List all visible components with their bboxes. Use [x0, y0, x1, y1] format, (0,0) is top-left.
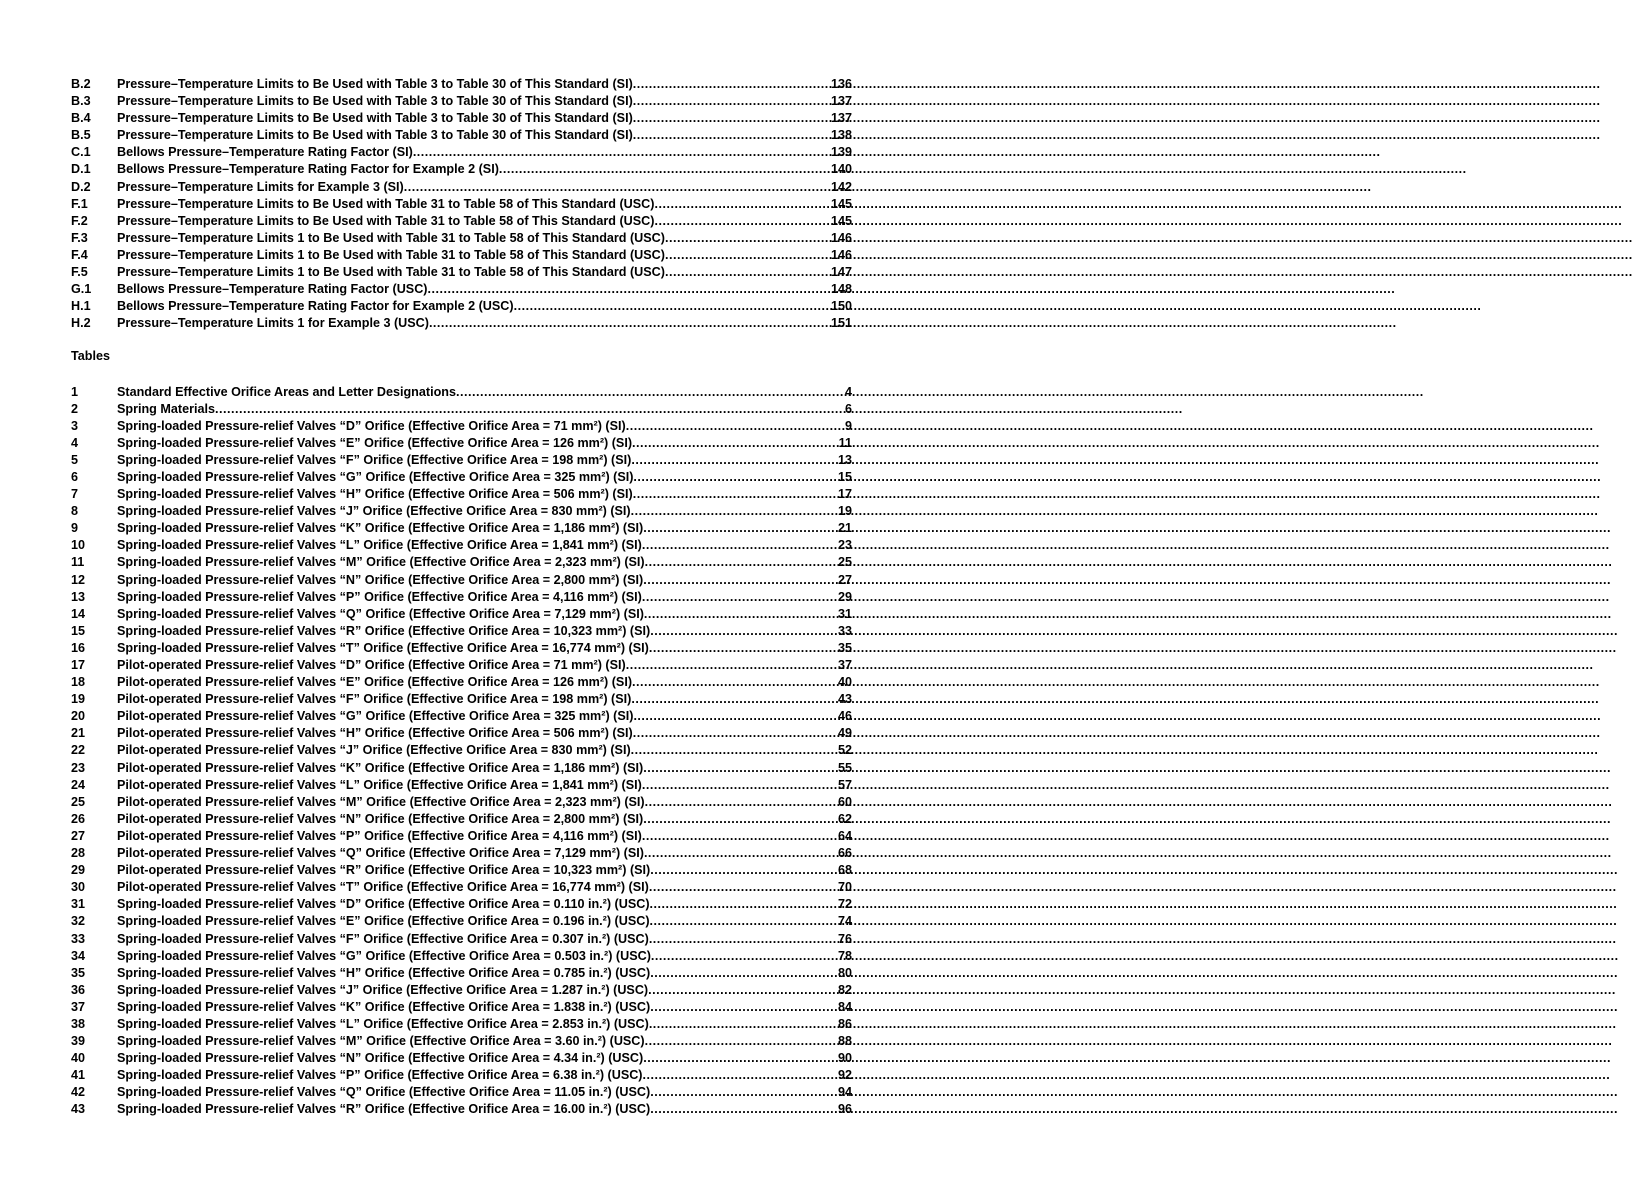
- entry-number: 31: [71, 897, 86, 912]
- entry-number: 9: [71, 521, 79, 536]
- dot-leader: [665, 247, 831, 264]
- dot-leader: [654, 213, 831, 230]
- dot-leader: [649, 1016, 838, 1033]
- entry-page-number: 57: [837, 777, 852, 792]
- entry-page-number: 76: [837, 931, 852, 946]
- entry-number: B.3: [71, 94, 91, 109]
- entry-number: 15: [71, 623, 86, 638]
- entry-title: Spring-loaded Pressure-relief Valves “N” Orifice (Effective Orifice Area = 2,800 mm²) (SI): [117, 572, 644, 587]
- entry-page-number: 21: [837, 521, 852, 536]
- entry-title: Pilot-operated Pressure-relief Valves “R” Orifice (Effective Orifice Area = 10,323 mm²) (SI): [117, 863, 651, 878]
- entry-title: Pressure–Temperature Limits to Be Used with Table 31 to Table 58 of This Standard (USC): [117, 213, 655, 228]
- entry-page-number: 46: [837, 709, 852, 724]
- entry-page-number: 13: [837, 452, 852, 467]
- dot-leader: [643, 572, 838, 589]
- dot-leader: [650, 965, 838, 982]
- figures-list: [71, 76, 852, 332]
- toc-entry[interactable]: [71, 999, 852, 1016]
- toc-entry[interactable]: [71, 742, 852, 759]
- entry-title: Pressure–Temperature Limits to Be Used with Table 31 to Table 58 of This Standard (USC): [117, 196, 655, 211]
- toc-entry[interactable]: [71, 879, 852, 896]
- entry-title: Pilot-operated Pressure-relief Valves “D” Orifice (Effective Orifice Area = 71 mm²) (SI): [117, 658, 626, 672]
- entry-number: 16: [71, 640, 86, 655]
- toc-entry[interactable]: [71, 572, 852, 589]
- entry-page-number: 78: [837, 948, 852, 963]
- dot-leader: [633, 127, 831, 144]
- entry-page-number: 64: [837, 828, 852, 843]
- dot-leader: [633, 110, 831, 127]
- dot-leader: [642, 537, 838, 554]
- toc-entry[interactable]: [71, 777, 852, 794]
- toc-entry[interactable]: [71, 657, 852, 674]
- dot-leader: [643, 811, 838, 828]
- dot-leader: [456, 384, 845, 401]
- toc-entry[interactable]: [71, 589, 852, 606]
- entry-number: 34: [71, 948, 86, 963]
- tables-heading: Tables: [71, 349, 110, 364]
- dot-leader: [632, 674, 838, 691]
- dot-leader: [651, 948, 838, 965]
- entry-title: Bellows Pressure–Temperature Rating Factor (SI): [117, 145, 413, 160]
- entry-title: Pressure–Temperature Limits to Be Used with Table 3 to Table 30 of This Standard (SI): [117, 94, 633, 109]
- entry-page-number: 11: [838, 435, 852, 450]
- entry-title: Spring-loaded Pressure-relief Valves “M” Orifice (Effective Orifice Area = 2,323 mm²) (SI): [117, 555, 645, 570]
- toc-entry[interactable]: [71, 1101, 852, 1118]
- toc-entry[interactable]: [71, 503, 852, 520]
- entry-page-number: 146: [830, 247, 852, 262]
- dot-leader: [404, 179, 831, 196]
- entry-page-number: 25: [837, 555, 852, 570]
- entry-title: Pressure–Temperature Limits 1 to Be Used with Table 31 to Table 58 of This Standard (USC): [117, 247, 665, 262]
- entry-number: 8: [71, 504, 79, 519]
- toc-entry[interactable]: [71, 298, 852, 315]
- entry-page-number: 80: [837, 965, 852, 980]
- entry-number: 33: [71, 931, 86, 946]
- entry-title: Pilot-operated Pressure-relief Valves “M” Orifice (Effective Orifice Area = 2,323 mm²) (SI): [117, 794, 645, 809]
- entry-number: 10: [71, 538, 86, 553]
- entry-number: 24: [71, 777, 86, 792]
- entry-number: 35: [71, 965, 86, 980]
- entry-number: 39: [71, 1034, 86, 1049]
- toc-entry[interactable]: [71, 982, 852, 999]
- entry-title: Spring-loaded Pressure-relief Valves “P” Orifice (Effective Orifice Area = 6.38 in.²) (USC): [117, 1068, 643, 1083]
- toc-entry[interactable]: [71, 896, 852, 913]
- entry-number: 4: [71, 435, 79, 450]
- toc-entry[interactable]: [71, 418, 852, 435]
- entry-page-number: 82: [837, 982, 852, 997]
- entry-page-number: 31: [837, 606, 852, 621]
- entry-title: Bellows Pressure–Temperature Rating Factor for Example 2 (SI): [117, 162, 499, 177]
- entry-page-number: 6: [844, 401, 852, 416]
- entry-number: 20: [71, 709, 86, 724]
- toc-entry[interactable]: [71, 127, 852, 144]
- entry-page-number: 49: [837, 726, 852, 741]
- toc-entry[interactable]: [71, 708, 852, 725]
- entry-page-number: 35: [837, 640, 852, 655]
- toc-page: [71, 76, 852, 1119]
- entry-page-number: 139: [830, 145, 852, 160]
- entry-page-number: 66: [837, 846, 852, 861]
- entry-number: 3: [71, 418, 79, 433]
- dot-leader: [428, 281, 831, 298]
- entry-number: 29: [71, 863, 86, 878]
- entry-number: 21: [71, 726, 86, 741]
- toc-entry[interactable]: [71, 213, 852, 230]
- entry-number: 40: [71, 1051, 86, 1066]
- entry-page-number: 137: [830, 111, 852, 126]
- entry-title: Bellows Pressure–Temperature Rating Factor (USC): [117, 282, 428, 297]
- dot-leader: [650, 913, 838, 930]
- entry-title: Spring-loaded Pressure-relief Valves “M” Orifice (Effective Orifice Area = 3.60 in.²) (USC): [117, 1034, 645, 1049]
- toc-entry[interactable]: [71, 1067, 852, 1084]
- entry-number: 32: [71, 914, 86, 929]
- entry-page-number: 15: [837, 469, 852, 484]
- entry-number: 13: [71, 589, 86, 604]
- entry-number: D.2: [71, 179, 91, 194]
- entry-page-number: 88: [837, 1034, 852, 1049]
- entry-title: Pilot-operated Pressure-relief Valves “L” Orifice (Effective Orifice Area = 1,841 mm²) (SI): [117, 777, 642, 792]
- dot-leader: [650, 896, 838, 913]
- entry-number: 37: [71, 999, 86, 1014]
- toc-entry[interactable]: [71, 452, 852, 469]
- dot-leader: [645, 554, 838, 571]
- dot-leader: [650, 1084, 838, 1101]
- entry-title: Spring-loaded Pressure-relief Valves “R” Orifice (Effective Orifice Area = 16.00 in.²) (USC): [117, 1102, 651, 1117]
- dot-leader: [642, 589, 838, 606]
- entry-page-number: 147: [830, 265, 852, 280]
- entry-title: Pilot-operated Pressure-relief Valves “G” Orifice (Effective Orifice Area = 325 mm²) (SI): [117, 709, 634, 724]
- entry-title: Spring-loaded Pressure-relief Valves “H” Orifice (Effective Orifice Area = 0.785 in.²) (USC): [117, 965, 651, 980]
- entry-page-number: 70: [837, 880, 852, 895]
- toc-entry[interactable]: [71, 179, 852, 196]
- entry-page-number: 37: [837, 658, 852, 672]
- entry-page-number: 86: [837, 1016, 852, 1031]
- entry-title: Spring-loaded Pressure-relief Valves “E” Orifice (Effective Orifice Area = 126 mm²) (SI): [117, 435, 633, 450]
- toc-entry[interactable]: [71, 384, 852, 401]
- entry-number: B.4: [71, 111, 91, 126]
- dot-leader: [645, 794, 838, 811]
- entry-title: Spring-loaded Pressure-relief Valves “N” Orifice (Effective Orifice Area = 4.34 in.²) (USC): [117, 1051, 644, 1066]
- entry-page-number: 40: [837, 675, 852, 690]
- dot-leader: [650, 862, 838, 879]
- dot-leader: [643, 520, 838, 537]
- toc-entry[interactable]: [71, 623, 852, 640]
- entry-number: 30: [71, 880, 86, 895]
- entry-number: 42: [71, 1085, 86, 1100]
- dot-leader: [644, 845, 838, 862]
- entry-title: Spring-loaded Pressure-relief Valves “E” Orifice (Effective Orifice Area = 0.196 in.²) (USC): [117, 914, 650, 929]
- entry-page-number: 94: [837, 1085, 852, 1100]
- toc-entry[interactable]: [71, 469, 852, 486]
- entry-title: Pilot-operated Pressure-relief Valves “E” Orifice (Effective Orifice Area = 126 mm²) (SI): [117, 675, 633, 690]
- entry-number: H.1: [71, 299, 91, 314]
- toc-entry[interactable]: [71, 537, 852, 554]
- entry-number: F.2: [71, 213, 88, 228]
- entry-title: Spring-loaded Pressure-relief Valves “H” Orifice (Effective Orifice Area = 506 mm²) (SI): [117, 487, 633, 502]
- dot-leader: [665, 264, 831, 281]
- toc-entry[interactable]: [71, 1050, 852, 1067]
- dot-leader: [650, 999, 838, 1016]
- dot-leader: [632, 435, 839, 452]
- dot-leader: [499, 161, 831, 178]
- entry-title: Pressure–Temperature Limits to Be Used with Table 3 to Table 30 of This Standard (SI): [117, 77, 633, 91]
- entry-page-number: 146: [830, 230, 852, 245]
- entry-page-number: 9: [844, 418, 852, 433]
- dot-leader: [654, 196, 831, 213]
- entry-number: 26: [71, 811, 86, 826]
- entry-page-number: 148: [830, 282, 852, 297]
- entry-title: Spring-loaded Pressure-relief Valves “G” Orifice (Effective Orifice Area = 325 mm²) (SI): [117, 469, 634, 484]
- entry-page-number: 72: [837, 897, 852, 912]
- entry-number: F.5: [71, 265, 88, 280]
- entry-page-number: 17: [837, 487, 852, 502]
- entry-number: 2: [71, 401, 79, 416]
- entry-title: Spring-loaded Pressure-relief Valves “D” Orifice (Effective Orifice Area = 71 mm²) (SI): [117, 418, 626, 433]
- entry-page-number: 55: [837, 760, 852, 775]
- entry-title: Spring-loaded Pressure-relief Valves “P” Orifice (Effective Orifice Area = 4,116 mm²) (SI): [117, 589, 642, 604]
- toc-entry[interactable]: [71, 435, 852, 452]
- entry-number: 25: [71, 794, 86, 809]
- entry-title: Spring-loaded Pressure-relief Valves “J” Orifice (Effective Orifice Area = 830 mm²) (SI): [117, 504, 631, 519]
- dot-leader: [633, 708, 838, 725]
- toc-entry[interactable]: [71, 110, 852, 127]
- entry-title: Pilot-operated Pressure-relief Valves “T” Orifice (Effective Orifice Area = 16,774 mm²) (SI): [117, 880, 649, 895]
- dot-leader: [633, 93, 831, 110]
- toc-entry[interactable]: [71, 794, 852, 811]
- entry-title: Spring-loaded Pressure-relief Valves “G” Orifice (Effective Orifice Area = 0.503 in.²) (USC): [117, 948, 651, 963]
- toc-entry[interactable]: [71, 862, 852, 879]
- toc-entry[interactable]: [71, 281, 852, 298]
- entry-page-number: 84: [837, 999, 852, 1014]
- dot-leader: [631, 691, 838, 708]
- dot-leader: [413, 144, 831, 161]
- dot-leader: [645, 1033, 838, 1050]
- dot-leader: [626, 657, 838, 674]
- entry-number: F.1: [71, 196, 88, 211]
- entry-page-number: 96: [837, 1102, 852, 1117]
- toc-entry[interactable]: [71, 486, 852, 503]
- entry-number: D.1: [71, 162, 91, 177]
- entry-page-number: 60: [837, 794, 852, 809]
- entry-number: 28: [71, 846, 86, 861]
- entry-number: 18: [71, 675, 86, 690]
- entry-title: Pressure–Temperature Limits 1 to Be Used with Table 31 to Table 58 of This Standard (USC): [117, 265, 665, 280]
- entry-page-number: 136: [830, 77, 852, 91]
- toc-entry[interactable]: [71, 811, 852, 828]
- entry-page-number: 62: [837, 811, 852, 826]
- entry-title: Spring-loaded Pressure-relief Valves “J” Orifice (Effective Orifice Area = 1.287 in.²) (USC): [117, 982, 649, 997]
- entry-number: 27: [71, 828, 86, 843]
- entry-title: Spring-loaded Pressure-relief Valves “R” Orifice (Effective Orifice Area = 10,323 mm²) (SI): [117, 623, 651, 638]
- entry-title: Pilot-operated Pressure-relief Valves “F” Orifice (Effective Orifice Area = 198 mm²) (SI): [117, 692, 632, 707]
- entry-number: G.1: [71, 282, 92, 297]
- entry-title: Spring-loaded Pressure-relief Valves “Q” Orifice (Effective Orifice Area = 7,129 mm²) (SI): [117, 606, 644, 621]
- toc-entry[interactable]: [71, 230, 852, 247]
- entry-title: Spring-loaded Pressure-relief Valves “F” Orifice (Effective Orifice Area = 0.307 in.²) (USC): [117, 931, 649, 946]
- entry-title: Pressure–Temperature Limits for Example 3 (SI): [117, 179, 404, 194]
- toc-entry[interactable]: [71, 760, 852, 777]
- dot-leader: [650, 623, 838, 640]
- entry-number: F.3: [71, 230, 88, 245]
- entry-page-number: 145: [830, 196, 852, 211]
- dot-leader: [631, 452, 838, 469]
- toc-entry[interactable]: [71, 1033, 852, 1050]
- dot-leader: [649, 640, 838, 657]
- toc-entry[interactable]: [71, 691, 852, 708]
- entry-title: Pilot-operated Pressure-relief Valves “J” Orifice (Effective Orifice Area = 830 mm²) (SI): [117, 743, 631, 758]
- entry-page-number: 138: [830, 128, 852, 143]
- toc-entry[interactable]: [71, 828, 852, 845]
- dot-leader: [650, 1101, 838, 1118]
- entry-page-number: 68: [837, 863, 852, 878]
- entry-page-number: 33: [837, 623, 852, 638]
- entry-number: 43: [71, 1102, 86, 1117]
- entry-number: 41: [71, 1068, 86, 1083]
- toc-entry[interactable]: [71, 913, 852, 930]
- entry-number: 6: [71, 469, 79, 484]
- entry-number: 1: [71, 384, 79, 399]
- entry-title: Pressure–Temperature Limits 1 for Example 3 (USC): [117, 316, 429, 331]
- toc-entry[interactable]: [71, 931, 852, 948]
- dot-leader: [649, 879, 838, 896]
- dot-leader: [429, 315, 831, 332]
- entry-title: Spring Materials: [117, 401, 215, 416]
- entry-number: 14: [71, 606, 86, 621]
- dot-leader: [631, 503, 838, 520]
- dot-leader: [648, 982, 838, 999]
- toc-entry[interactable]: [71, 93, 852, 110]
- dot-leader: [514, 298, 831, 315]
- entry-page-number: 92: [837, 1068, 852, 1083]
- toc-entry[interactable]: [71, 247, 852, 264]
- toc-entry[interactable]: [71, 520, 852, 537]
- dot-leader: [626, 418, 845, 435]
- toc-entry[interactable]: [71, 845, 852, 862]
- entry-number: B.5: [71, 128, 91, 143]
- entry-number: 19: [71, 692, 86, 707]
- entry-page-number: 23: [837, 538, 852, 553]
- entry-number: 12: [71, 572, 86, 587]
- entry-number: 38: [71, 1016, 86, 1031]
- entry-page-number: 27: [837, 572, 852, 587]
- entry-title: Pilot-operated Pressure-relief Valves “H” Orifice (Effective Orifice Area = 506 mm²) (SI): [117, 726, 633, 741]
- dot-leader: [643, 1067, 838, 1084]
- dot-leader: [643, 760, 838, 777]
- toc-entry[interactable]: [71, 315, 852, 332]
- entry-number: 7: [71, 487, 79, 502]
- dot-leader: [644, 606, 838, 623]
- dot-leader: [633, 469, 838, 486]
- entry-page-number: 150: [830, 299, 852, 314]
- entry-page-number: 74: [837, 914, 852, 929]
- entry-number: 5: [71, 452, 79, 467]
- entry-title: Spring-loaded Pressure-relief Valves “D” Orifice (Effective Orifice Area = 0.110 in.²) (USC): [117, 897, 650, 912]
- entry-page-number: 19: [837, 504, 852, 519]
- entry-title: Spring-loaded Pressure-relief Valves “T” Orifice (Effective Orifice Area = 16,774 mm²) (SI): [117, 640, 649, 655]
- entry-number: B.2: [71, 77, 91, 91]
- entry-number: C.1: [71, 145, 91, 160]
- entry-title: Pilot-operated Pressure-relief Valves “K” Orifice (Effective Orifice Area = 1,186 mm²) (SI): [117, 760, 644, 775]
- entry-title: Spring-loaded Pressure-relief Valves “Q” Orifice (Effective Orifice Area = 11.05 in.²) (USC): [117, 1085, 651, 1100]
- entry-number: F.4: [71, 247, 88, 262]
- entry-title: Bellows Pressure–Temperature Rating Factor for Example 2 (USC): [117, 299, 514, 314]
- entry-page-number: 140: [830, 162, 852, 177]
- entry-page-number: 52: [837, 743, 852, 758]
- toc-entry[interactable]: [71, 196, 852, 213]
- entry-number: 11: [71, 555, 85, 570]
- toc-entry[interactable]: [71, 144, 852, 161]
- entry-title: Pressure–Temperature Limits to Be Used with Table 3 to Table 30 of This Standard (SI): [117, 111, 633, 126]
- entry-page-number: 90: [837, 1051, 852, 1066]
- entry-title: Spring-loaded Pressure-relief Valves “K” Orifice (Effective Orifice Area = 1,186 mm²) (SI): [117, 521, 644, 536]
- dot-leader: [665, 230, 831, 247]
- dot-leader: [633, 76, 831, 93]
- toc-entry[interactable]: [71, 264, 852, 281]
- entry-title: Pilot-operated Pressure-relief Valves “N” Orifice (Effective Orifice Area = 2,800 mm²) (SI): [117, 811, 644, 826]
- dot-leader: [649, 931, 838, 948]
- dot-leader: [215, 401, 845, 418]
- toc-entry[interactable]: [71, 965, 852, 982]
- tables-list: [71, 384, 852, 1119]
- entry-number: H.2: [71, 316, 91, 331]
- dot-leader: [643, 1050, 838, 1067]
- toc-entry[interactable]: [71, 1016, 852, 1033]
- toc-entry[interactable]: [71, 1084, 852, 1101]
- toc-entry[interactable]: [71, 401, 852, 418]
- toc-entry[interactable]: [71, 606, 852, 623]
- entry-number: 23: [71, 760, 86, 775]
- entry-number: 17: [71, 658, 86, 672]
- entry-title: Pilot-operated Pressure-relief Valves “P” Orifice (Effective Orifice Area = 4,116 mm²) (SI): [117, 828, 642, 843]
- entry-title: Pressure–Temperature Limits 1 to Be Used with Table 31 to Table 58 of This Standard (USC): [117, 230, 665, 245]
- dot-leader: [633, 725, 838, 742]
- entry-title: Spring-loaded Pressure-relief Valves “F” Orifice (Effective Orifice Area = 198 mm²) (SI): [117, 452, 632, 467]
- toc-entry[interactable]: [71, 725, 852, 742]
- entry-number: 22: [71, 743, 86, 758]
- entry-title: Spring-loaded Pressure-relief Valves “L” Orifice (Effective Orifice Area = 1,841 mm²) (SI): [117, 538, 642, 553]
- toc-entry[interactable]: [71, 640, 852, 657]
- entry-page-number: 151: [830, 316, 852, 331]
- toc-entry[interactable]: [71, 554, 852, 571]
- dot-leader: [642, 828, 838, 845]
- dot-leader: [633, 486, 838, 503]
- entry-page-number: 4: [844, 384, 852, 399]
- toc-entry[interactable]: [71, 161, 852, 178]
- entry-title: Standard Effective Orifice Areas and Letter Designations: [117, 384, 456, 399]
- dot-leader: [631, 742, 838, 759]
- dot-leader: [642, 777, 838, 794]
- entry-page-number: 137: [830, 94, 852, 109]
- toc-entry[interactable]: [71, 674, 852, 691]
- entry-title: Pilot-operated Pressure-relief Valves “Q” Orifice (Effective Orifice Area = 7,129 mm²) (SI): [117, 846, 644, 861]
- entry-page-number: 142: [830, 179, 852, 194]
- entry-number: 36: [71, 982, 86, 997]
- entry-title: Pressure–Temperature Limits to Be Used with Table 3 to Table 30 of This Standard (SI): [117, 128, 633, 143]
- entry-title: Spring-loaded Pressure-relief Valves “K” Orifice (Effective Orifice Area = 1.838 in.²) (USC): [117, 999, 651, 1014]
- entry-title: Spring-loaded Pressure-relief Valves “L” Orifice (Effective Orifice Area = 2.853 in.²) (USC): [117, 1016, 649, 1031]
- entry-page-number: 43: [837, 692, 852, 707]
- entry-page-number: 145: [830, 213, 852, 228]
- toc-entry[interactable]: [71, 76, 852, 93]
- entry-page-number: 29: [837, 589, 852, 604]
- toc-entry[interactable]: [71, 948, 852, 965]
